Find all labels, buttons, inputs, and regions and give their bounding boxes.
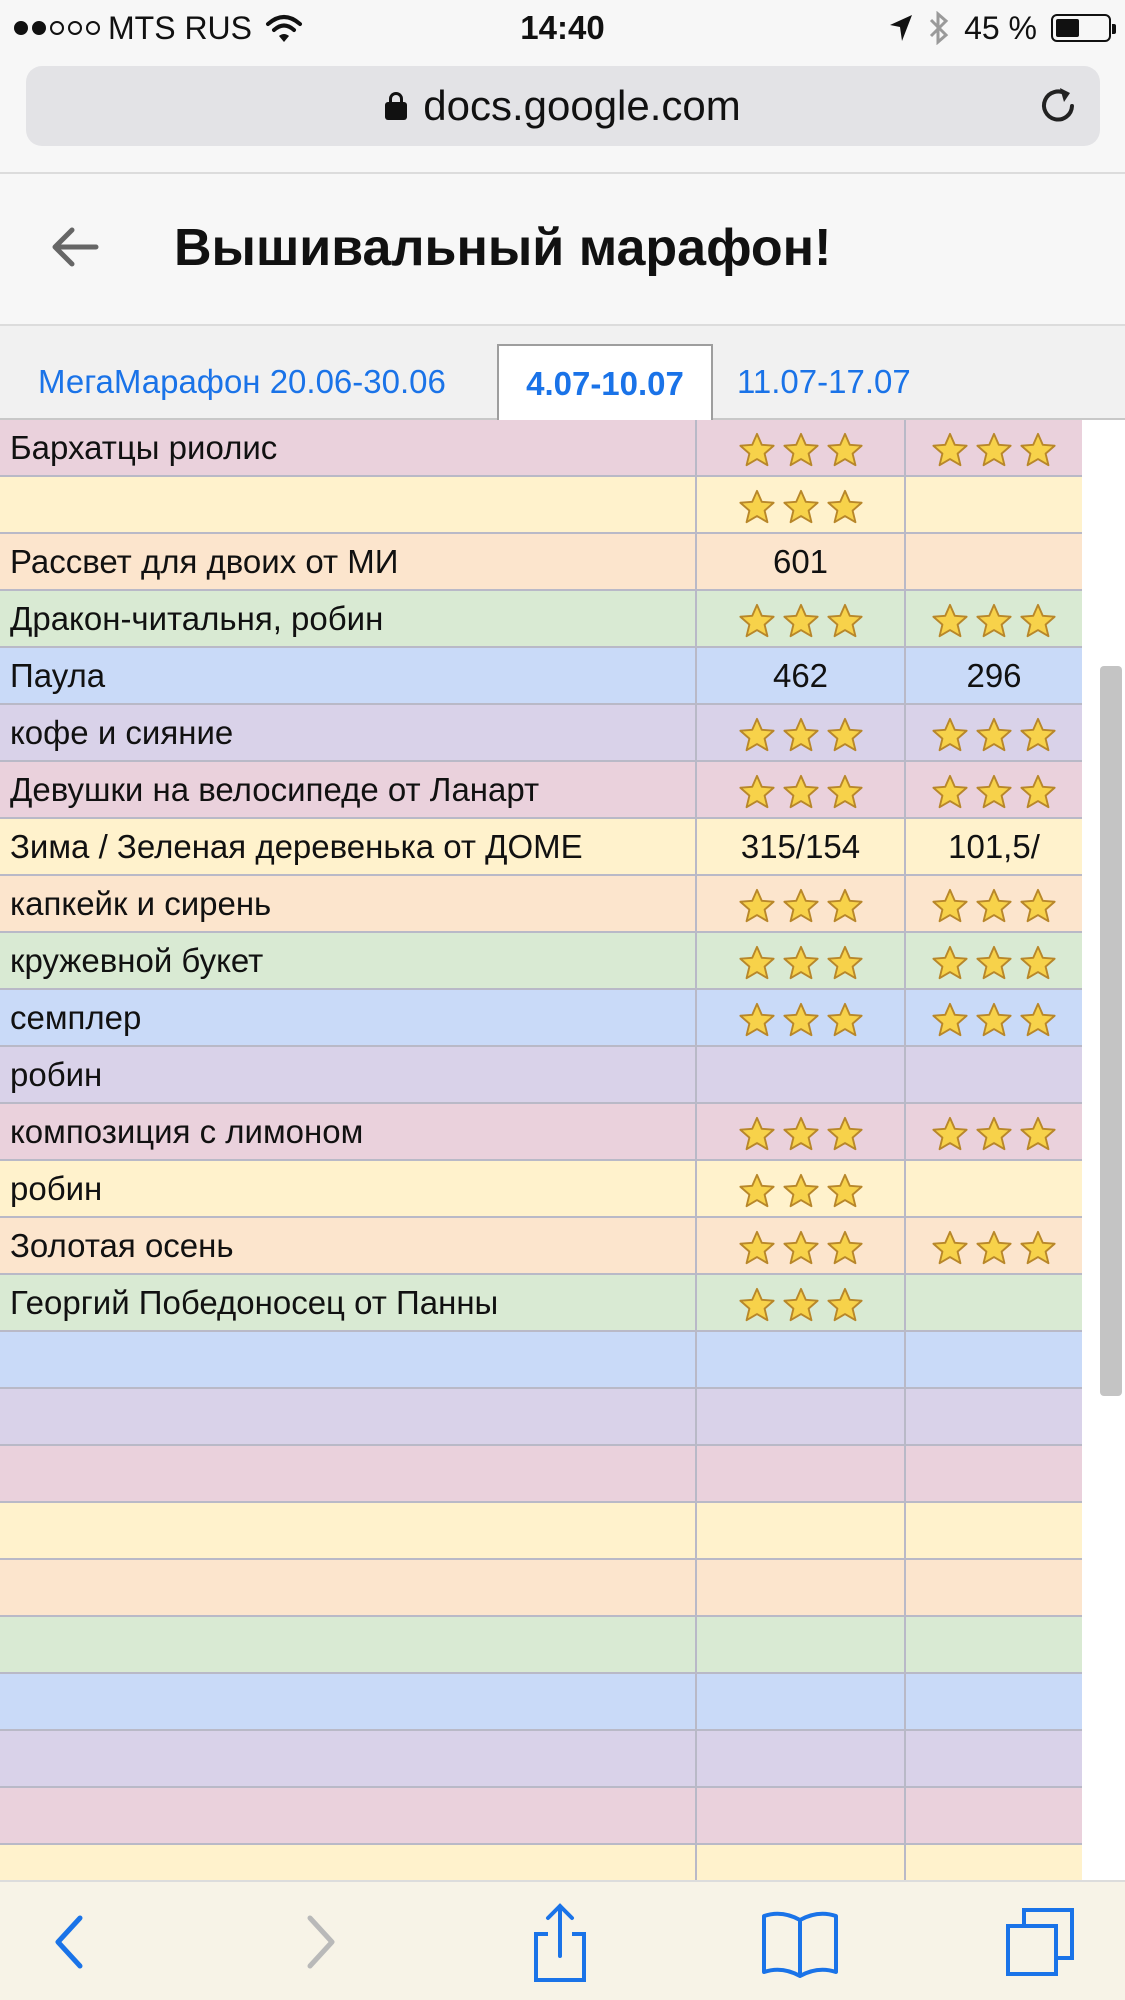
star-rating [738, 430, 864, 470]
battery-icon [1051, 14, 1111, 42]
cell-name[interactable] [0, 1731, 697, 1786]
cell-week2[interactable] [906, 1731, 1082, 1786]
cell-name[interactable] [0, 1560, 697, 1615]
cell-name[interactable]: робин [0, 1161, 697, 1216]
star-rating [931, 772, 1057, 812]
cell-week2[interactable] [906, 933, 1082, 988]
star-icon [975, 887, 1013, 925]
star-rating [738, 1228, 864, 1268]
table-row[interactable] [0, 1275, 1082, 1332]
cell-week2[interactable] [906, 1560, 1082, 1615]
cell-week2[interactable] [906, 876, 1082, 931]
cell-week2[interactable]: 296 [966, 657, 1022, 694]
table-row[interactable] [0, 1503, 1082, 1560]
star-icon [975, 1001, 1013, 1039]
star-icon [782, 887, 820, 925]
cell-name[interactable]: робин [0, 1047, 697, 1102]
cell-week1[interactable] [697, 1560, 906, 1615]
bluetooth-icon [928, 11, 950, 45]
table-row[interactable] [0, 990, 1082, 1047]
star-rating [931, 715, 1057, 755]
star-icon [826, 1172, 864, 1210]
star-rating [738, 1000, 864, 1040]
star-rating [738, 1285, 864, 1325]
table-row[interactable] [0, 1617, 1082, 1674]
cell-week1[interactable] [697, 1503, 906, 1558]
star-icon [931, 887, 969, 925]
reload-icon[interactable] [1036, 84, 1080, 128]
cell-week1[interactable] [697, 1446, 906, 1501]
star-icon [975, 716, 1013, 754]
spreadsheet-grid[interactable] [0, 420, 1082, 1880]
table-row[interactable] [0, 534, 1082, 591]
table-row[interactable] [0, 876, 1082, 933]
cell-week2[interactable] [906, 1275, 1082, 1330]
star-icon [738, 887, 776, 925]
cell-week2[interactable]: 101,5/ [948, 828, 1040, 865]
star-icon [738, 1001, 776, 1039]
star-rating [738, 772, 864, 812]
cell-week1[interactable] [697, 876, 906, 931]
tab-next-week[interactable]: 11.07-17.07 [737, 363, 911, 400]
star-icon [931, 716, 969, 754]
cell-week1[interactable] [697, 1389, 906, 1444]
star-icon [738, 944, 776, 982]
table-row[interactable] [0, 762, 1082, 819]
star-icon [826, 716, 864, 754]
cell-week2[interactable] [906, 1503, 1082, 1558]
battery-percent: 45 % [964, 9, 1037, 46]
table-row[interactable] [0, 1332, 1082, 1389]
cell-week1[interactable] [697, 933, 906, 988]
star-icon [931, 1229, 969, 1267]
tabs-icon[interactable] [1000, 1900, 1084, 1984]
star-icon [826, 1115, 864, 1153]
cell-week1[interactable] [697, 1788, 906, 1843]
table-row[interactable] [0, 1788, 1082, 1845]
carrier-label: MTS RUS [108, 9, 252, 46]
table-row[interactable] [0, 1161, 1082, 1218]
status-right [888, 8, 1111, 48]
browser-chrome [0, 56, 1125, 174]
cell-week1[interactable] [697, 762, 906, 817]
cell-name[interactable]: Георгий Победоносец от Панны [0, 1275, 697, 1330]
star-icon [1019, 1229, 1057, 1267]
cell-name[interactable] [0, 1845, 697, 1880]
cell-name[interactable] [0, 1617, 697, 1672]
star-rating [738, 601, 864, 641]
share-icon[interactable] [518, 1900, 602, 1984]
cell-week1[interactable]: 315/154 [697, 819, 906, 874]
cell-week2[interactable] [906, 1104, 1082, 1159]
url-text: docs.google.com [423, 82, 741, 129]
signal-dot [32, 21, 46, 35]
cell-name[interactable]: Дракон-читальня, робин [0, 591, 697, 646]
table-row[interactable] [0, 420, 1082, 477]
table-row[interactable] [0, 1218, 1082, 1275]
lock-icon [385, 92, 407, 120]
table-row[interactable] [0, 1845, 1082, 1880]
star-icon [1019, 1115, 1057, 1153]
tab-current-week[interactable]: 4.07-10.07 [497, 344, 713, 422]
star-icon [738, 431, 776, 469]
star-icon [738, 773, 776, 811]
table-row[interactable] [0, 477, 1082, 534]
cell-week2[interactable] [906, 1617, 1082, 1672]
cell-week1[interactable] [697, 1104, 906, 1159]
back-arrow-icon[interactable] [48, 220, 102, 274]
vertical-scrollbar[interactable] [1100, 666, 1122, 1396]
star-icon [1019, 887, 1057, 925]
cell-week2[interactable] [906, 1161, 1082, 1216]
star-icon [931, 944, 969, 982]
star-icon [782, 1115, 820, 1153]
star-icon [782, 1229, 820, 1267]
sheet-tabs [0, 326, 1125, 420]
star-rating [738, 886, 864, 926]
cell-week2[interactable] [906, 762, 1082, 817]
table-row[interactable] [0, 933, 1082, 990]
browser-toolbar [0, 1880, 1125, 2000]
star-icon [975, 602, 1013, 640]
cell-week2[interactable] [906, 1674, 1082, 1729]
star-icon [782, 944, 820, 982]
star-icon [931, 1001, 969, 1039]
cell-week2[interactable] [906, 1332, 1082, 1387]
star-rating [738, 1114, 864, 1154]
cell-week2[interactable] [906, 1218, 1082, 1273]
star-rating [931, 886, 1057, 926]
cell-name[interactable] [0, 1389, 697, 1444]
star-rating [738, 487, 864, 527]
cell-week1[interactable] [697, 1161, 906, 1216]
cell-name[interactable] [0, 1674, 697, 1729]
cell-name[interactable] [0, 477, 697, 532]
cell-week1[interactable] [697, 1617, 906, 1672]
star-rating [738, 715, 864, 755]
star-icon [1019, 716, 1057, 754]
cell-week1[interactable] [697, 1332, 906, 1387]
cell-week2[interactable] [906, 591, 1082, 646]
cell-name[interactable] [0, 1446, 697, 1501]
tab-megamarathon[interactable]: МегаМарафон 20.06-30.06 [38, 363, 446, 400]
star-rating [931, 1114, 1057, 1154]
star-icon [782, 716, 820, 754]
star-rating [931, 601, 1057, 641]
cell-week2[interactable] [906, 477, 1082, 532]
star-rating [738, 943, 864, 983]
star-icon [826, 944, 864, 982]
star-icon [931, 602, 969, 640]
cell-week1[interactable] [697, 591, 906, 646]
star-icon [738, 1115, 776, 1153]
table-row[interactable] [0, 1674, 1082, 1731]
star-icon [738, 488, 776, 526]
star-icon [1019, 944, 1057, 982]
cell-name[interactable]: кофе и сияние [0, 705, 697, 760]
star-icon [826, 1286, 864, 1324]
cell-name[interactable]: Девушки на велосипеде от Ланарт [0, 762, 697, 817]
cell-name[interactable]: Рассвет для двоих от МИ [0, 534, 697, 589]
cell-week1[interactable] [697, 1731, 906, 1786]
cell-week2[interactable] [906, 1389, 1082, 1444]
signal-dot [86, 21, 100, 35]
cell-week2[interactable] [906, 1446, 1082, 1501]
star-icon [826, 431, 864, 469]
signal-dot [14, 21, 28, 35]
star-icon [975, 1115, 1013, 1153]
star-icon [782, 1172, 820, 1210]
forward-icon[interactable] [278, 1900, 362, 1984]
cell-name[interactable] [0, 1788, 697, 1843]
address-bar[interactable] [26, 66, 1100, 146]
cell-week1[interactable] [697, 477, 906, 532]
status-time: 14:40 [520, 9, 605, 46]
cell-week1[interactable]: 462 [697, 648, 906, 703]
cell-week1[interactable] [697, 420, 906, 475]
cell-week1[interactable] [697, 1047, 906, 1102]
signal-strength-icon [14, 21, 100, 35]
cell-name[interactable]: композиция с лимоном [0, 1104, 697, 1159]
table-row[interactable] [0, 705, 1082, 762]
star-icon [782, 1286, 820, 1324]
star-rating [931, 943, 1057, 983]
table-row[interactable] [0, 648, 1082, 705]
star-icon [738, 1172, 776, 1210]
cell-week1[interactable] [697, 990, 906, 1045]
star-icon [782, 488, 820, 526]
table-row[interactable] [0, 1104, 1082, 1161]
bookmarks-icon[interactable] [758, 1900, 842, 1984]
table-row[interactable] [0, 1389, 1082, 1446]
cell-name[interactable] [0, 1332, 697, 1387]
star-icon [738, 1286, 776, 1324]
signal-dot [50, 21, 64, 35]
cell-name[interactable]: Золотая осень [0, 1218, 697, 1273]
cell-name[interactable]: Зима / Зеленая деревенька от ДОМЕ [0, 819, 697, 874]
signal-dot [68, 21, 82, 35]
star-icon [782, 1001, 820, 1039]
star-icon [782, 602, 820, 640]
star-icon [826, 887, 864, 925]
cell-name[interactable]: Бархатцы риолис [0, 420, 697, 475]
star-icon [782, 773, 820, 811]
star-icon [931, 773, 969, 811]
page-title: Вышивальный марафон! [174, 219, 832, 277]
back-icon[interactable] [28, 1900, 112, 1984]
cell-week1[interactable] [697, 705, 906, 760]
cell-week1[interactable] [697, 1845, 906, 1880]
table-row[interactable] [0, 1560, 1082, 1617]
star-icon [782, 431, 820, 469]
star-icon [1019, 773, 1057, 811]
table-row[interactable] [0, 1446, 1082, 1503]
cell-name[interactable] [0, 1503, 697, 1558]
cell-week1[interactable] [697, 1218, 906, 1273]
star-icon [826, 488, 864, 526]
star-icon [826, 773, 864, 811]
battery-fill [1056, 19, 1079, 37]
star-icon [1019, 602, 1057, 640]
cell-week1[interactable] [697, 1674, 906, 1729]
wifi-icon [264, 12, 304, 44]
cell-week2[interactable] [906, 1845, 1082, 1880]
cell-name[interactable]: капкейк и сирень [0, 876, 697, 931]
status-bar [0, 0, 1125, 56]
star-icon [931, 1115, 969, 1153]
cell-week2[interactable] [906, 990, 1082, 1045]
star-rating [931, 430, 1057, 470]
cell-week2[interactable] [906, 705, 1082, 760]
cell-week2[interactable] [906, 420, 1082, 475]
star-icon [1019, 1001, 1057, 1039]
cell-name[interactable]: кружевной букет [0, 933, 697, 988]
cell-week2[interactable] [906, 1047, 1082, 1102]
cell-name[interactable]: Паула [0, 648, 697, 703]
star-icon [738, 716, 776, 754]
star-rating [931, 1000, 1057, 1040]
table-row[interactable] [0, 1731, 1082, 1788]
cell-week1[interactable]: 601 [697, 534, 906, 589]
star-icon [738, 1229, 776, 1267]
cell-week2[interactable] [906, 534, 1082, 589]
table-row[interactable] [0, 1047, 1082, 1104]
star-icon [975, 773, 1013, 811]
star-icon [826, 1001, 864, 1039]
table-row[interactable] [0, 591, 1082, 648]
star-icon [975, 944, 1013, 982]
star-icon [975, 431, 1013, 469]
star-icon [1019, 431, 1057, 469]
star-icon [931, 431, 969, 469]
cell-name[interactable]: семплер [0, 990, 697, 1045]
location-arrow-icon [888, 13, 914, 43]
star-icon [826, 602, 864, 640]
cell-week2[interactable] [906, 1788, 1082, 1843]
cell-week1[interactable] [697, 1275, 906, 1330]
star-icon [738, 602, 776, 640]
table-row[interactable] [0, 819, 1082, 876]
star-icon [826, 1229, 864, 1267]
star-rating [931, 1228, 1057, 1268]
star-rating [738, 1171, 864, 1211]
star-icon [975, 1229, 1013, 1267]
status-left [14, 8, 304, 48]
doc-header [0, 174, 1125, 326]
